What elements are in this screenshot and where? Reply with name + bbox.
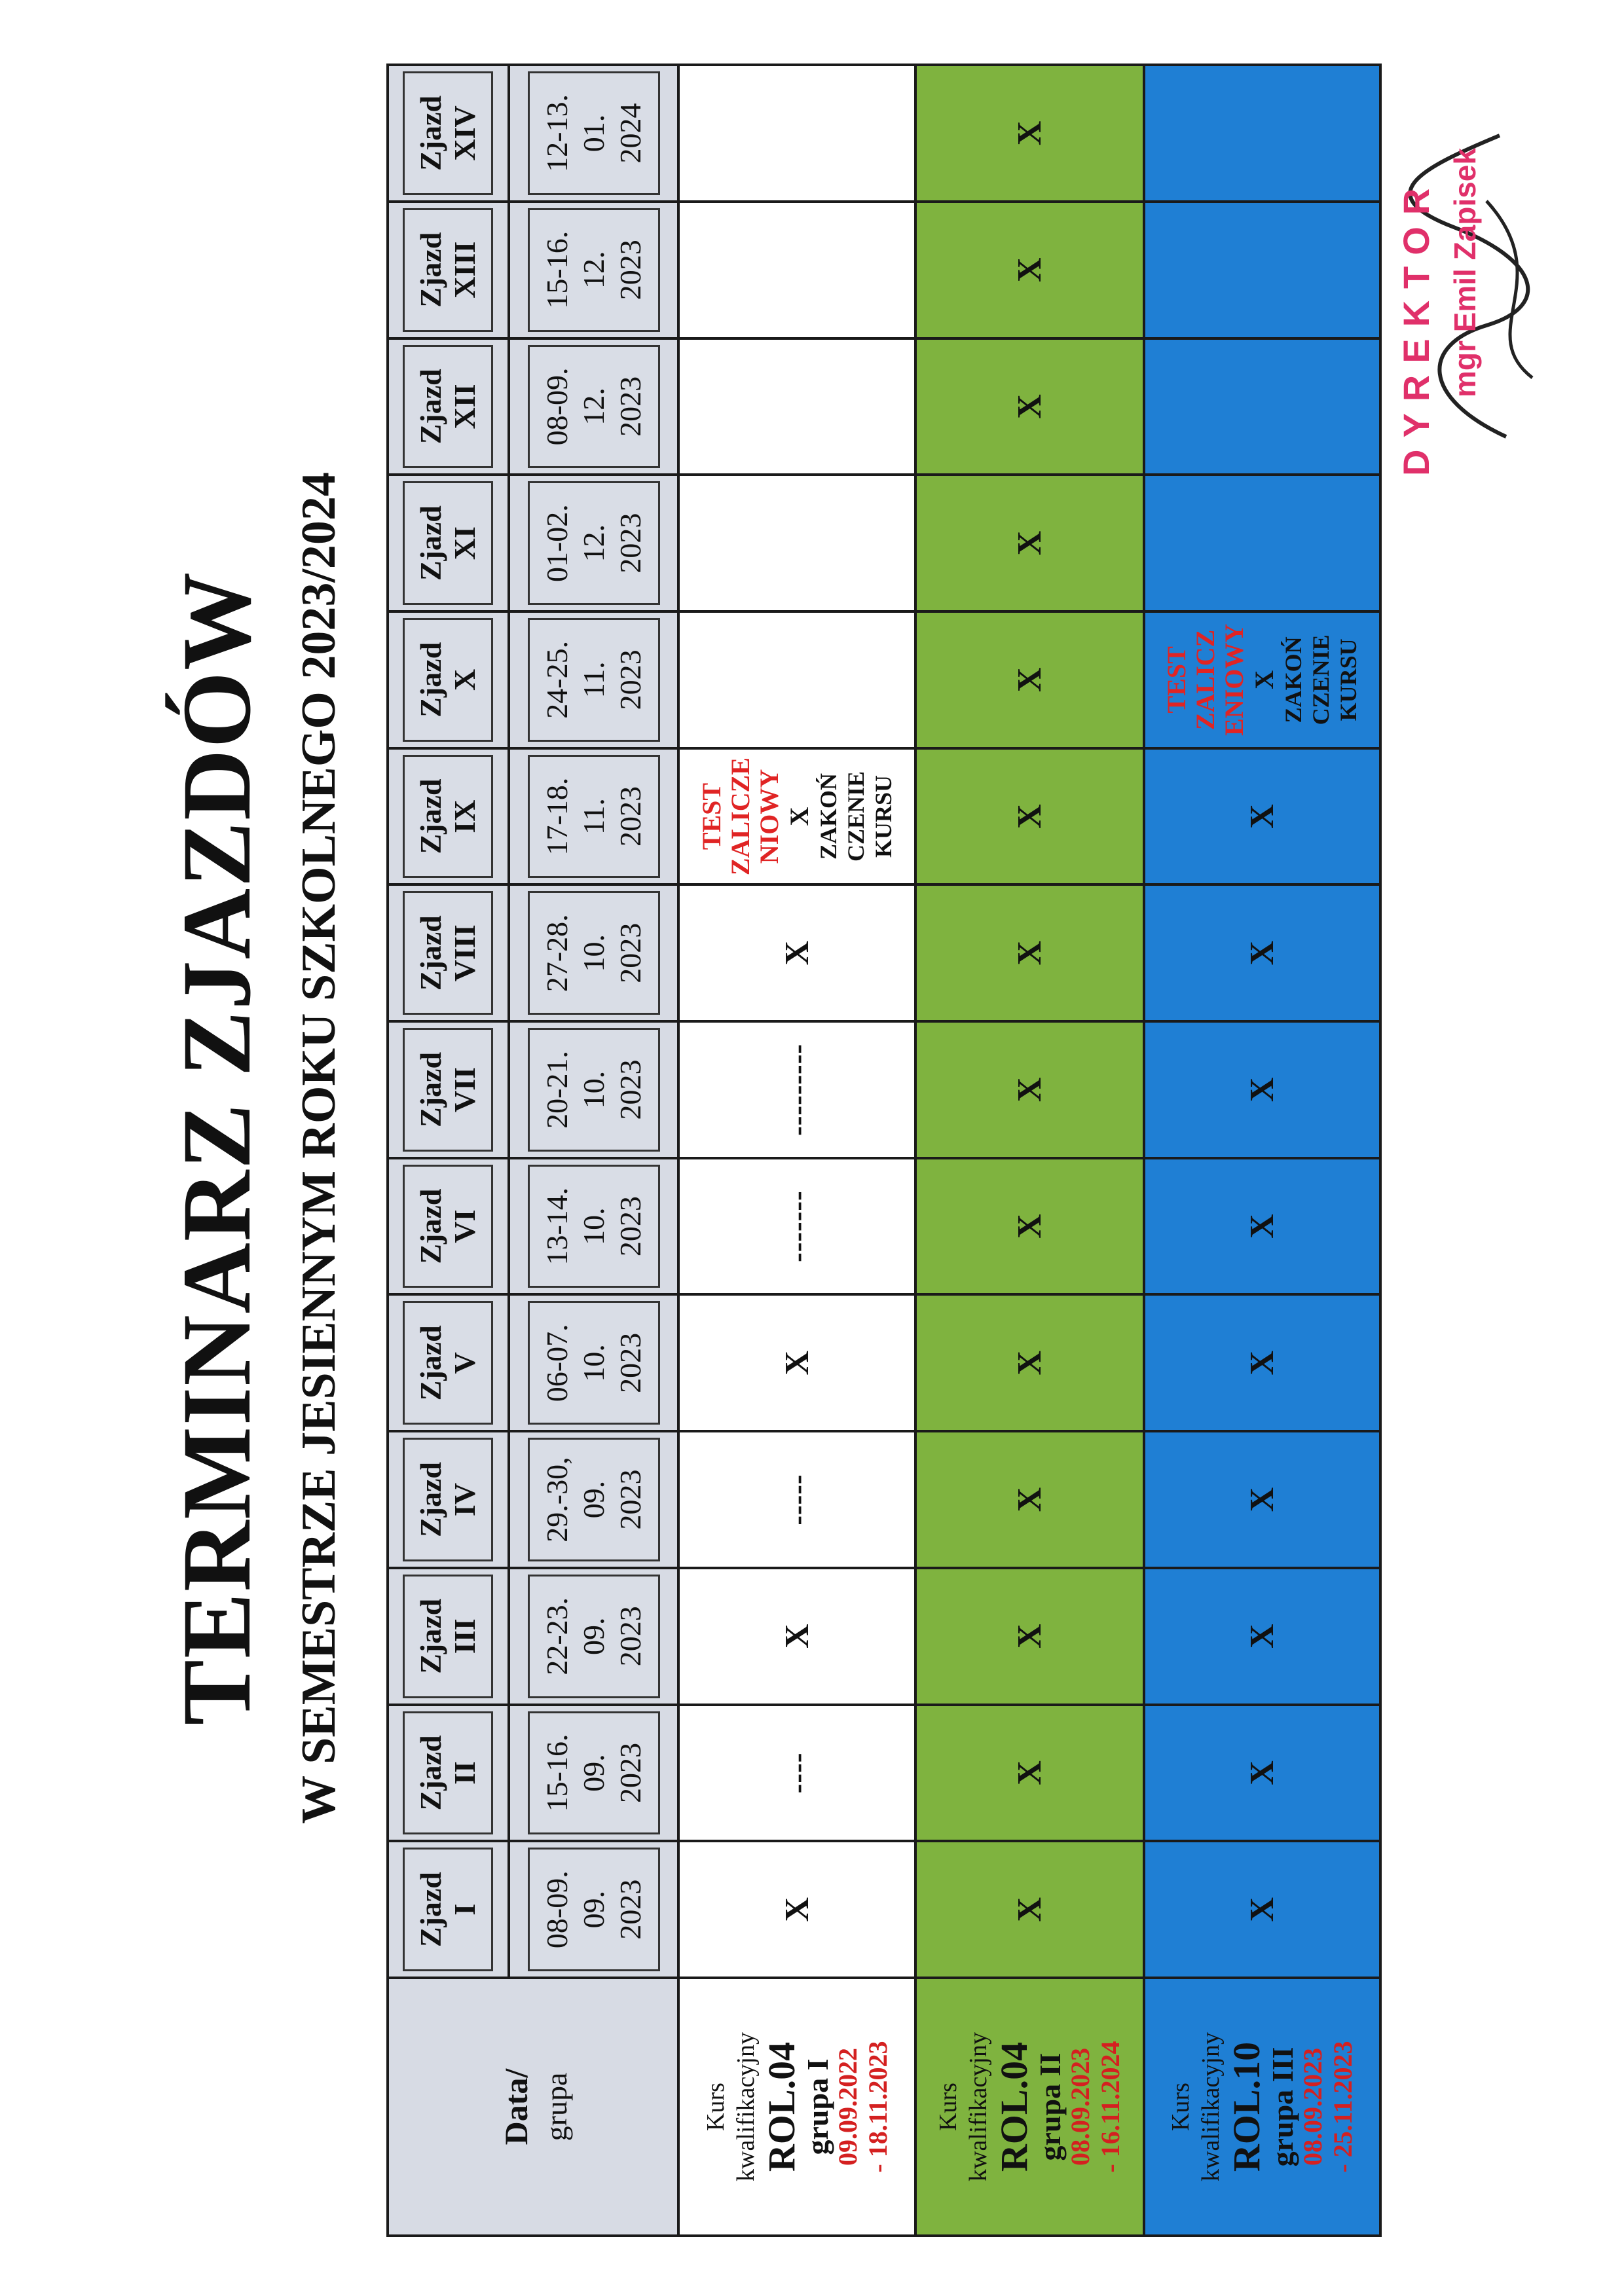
schedule-cell [1144,338,1380,475]
session-date-days: 12-13. [540,94,574,172]
group-name: grupa I [801,2058,835,2155]
session-date-days: 17-18. [540,777,574,856]
schedule-cell [1144,1158,1380,1295]
course-end-label: CZENIE [1307,634,1334,725]
test-label: ENIOWY [1219,623,1249,736]
no-session-dash: --------- [781,1044,813,1136]
session-mark: X [1010,1351,1048,1376]
session-date [509,1431,679,1568]
schedule-table [386,64,1382,2237]
course-end-label: KURSU [870,775,896,858]
session-date-year: 2023 [613,1606,647,1667]
schedule-cell [1144,1294,1380,1431]
session-date-box [528,71,660,195]
session-mark: X [1010,1624,1048,1649]
session-name: Zjazd [414,1462,448,1538]
session-mark: X [1010,1077,1048,1102]
session-date-month: 10. [576,934,610,972]
session-mark: X [1010,667,1048,693]
session-header-box [403,1028,493,1152]
session-mark: X [778,940,816,966]
schedule-cell [1144,1705,1380,1842]
session-date-box [528,755,660,879]
session-date-box [528,345,660,469]
session-name: Zjazd [414,95,448,171]
session-date [509,202,679,338]
group-date-end: - 18.11.2023 [863,2041,893,2173]
test-label: ZALICZE [725,757,755,876]
session-date-box [528,1575,660,1698]
date-row [509,65,679,2236]
session-date [509,1841,679,1978]
session-date-month: 11. [576,798,610,835]
schedule-cell [678,1568,915,1705]
session-header-box [403,1301,493,1425]
session-mark: X [1243,1897,1281,1922]
session-header [388,884,509,1021]
course-end-label: ZAKOŃ [1280,636,1306,723]
session-date-year: 2023 [613,1469,647,1530]
group-date-start: 08.09.2023 [1065,2048,1096,2166]
director-signature [1395,83,1565,476]
schedule-cell [678,748,915,885]
session-date [509,1568,679,1705]
schedule-cell [678,1705,915,1842]
course-end-label: CZENIE [842,771,869,862]
group-date-start: 08.09.2023 [1298,2048,1328,2166]
group-name: grupa III [1266,2047,1300,2167]
page-title: TERMINARZ ZJAZDÓW [162,570,271,1726]
group-date-end: - 16.11.2024 [1096,2041,1126,2173]
group-row [678,65,915,2236]
session-header [388,1431,509,1568]
group-kurs: Kurs [1167,2083,1195,2131]
schedule-cell [915,1158,1144,1295]
session-number: X [448,668,482,691]
session-date-box [528,891,660,1015]
session-number: VI [448,1209,482,1243]
schedule-cell [915,475,1144,611]
session-date-month: 09. [576,1617,610,1655]
session-date-days: 20-21. [540,1051,574,1129]
group-kw: kwalifikacyjny [965,2032,993,2181]
group-date-end: - 25.11.2023 [1328,2041,1358,2173]
session-date-month: 09. [576,1754,610,1792]
session-date-days: 22-23. [540,1597,574,1675]
session-date-box [528,481,660,605]
session-name: Zjazd [414,1735,448,1811]
group-date-start: 09.09.2022 [833,2048,863,2166]
session-date-box [528,1438,660,1561]
group-kw: kwalifikacyjny [1197,2032,1225,2181]
session-header-box [403,1575,493,1698]
session-mark: X [1010,1760,1048,1785]
schedule-cell [678,338,915,475]
schedule-cell [678,1158,915,1295]
session-mark: X [1010,1487,1048,1512]
signature-title: DYREKTOR [1395,176,1437,476]
session-number: II [448,1761,482,1785]
session-date-year: 2023 [613,376,647,437]
session-number: XIV [448,105,482,161]
course-end-label: KURSU [1335,638,1361,721]
session-date-year: 2023 [613,513,647,574]
session-mark: X [1010,394,1048,419]
session-date [509,65,679,202]
test-label: TEST [1161,646,1191,714]
session-header [388,475,509,611]
schedule-cell [678,202,915,338]
session-date [509,475,679,611]
session-mark: X [1243,1487,1281,1512]
schedule-cell [1144,475,1380,611]
session-date-month: 11. [576,661,610,699]
session-date-year: 2023 [613,922,647,983]
test-label: NIOWY [754,769,784,864]
group-code: ROL.04 [993,2041,1036,2172]
session-date-month: 09. [576,1890,610,1929]
session-date-year: 2023 [613,1196,647,1257]
session-header [388,748,509,885]
session-number: VIII [448,924,482,982]
session-date-days: 15-16. [540,1734,574,1812]
session-mark: X [778,1351,816,1376]
session-mark: X [1243,1624,1281,1649]
no-session-dash: ------- [781,1190,813,1262]
session-date-box [528,1711,660,1835]
session-date-days: 08-09. [540,367,574,446]
schedule-cell [915,65,1144,202]
schedule-cell [915,338,1144,475]
group-label [915,1978,1144,2236]
schedule-cell [1144,202,1380,338]
session-date-days: 06-07. [540,1324,574,1402]
session-mark: X [1010,1214,1048,1239]
session-date-month: 12. [576,524,610,562]
group-kw: kwalifikacyjny [732,2032,760,2181]
group-kurs: Kurs [934,2083,963,2131]
session-date-year: 2023 [613,786,647,847]
session-header [388,1568,509,1705]
schedule-cell [1144,1841,1380,1978]
no-session-dash: ---- [781,1752,813,1794]
session-number: VII [448,1066,482,1112]
session-mark: X [1010,120,1048,146]
session-mark: X [1243,1077,1281,1102]
session-header-box [403,1438,493,1561]
session-number: I [448,1903,482,1916]
schedule-cell [1144,611,1380,748]
session-date-month: 10. [576,1207,610,1245]
session-number: V [448,1352,482,1374]
session-date-month: 01. [576,114,610,153]
group-code: ROL.10 [1225,2041,1268,2172]
schedule-cell [1144,748,1380,885]
schedule-cell [915,202,1144,338]
schedule-cell [1144,1431,1380,1568]
test-mark: X [1249,670,1279,689]
group-kurs: Kurs [702,2083,730,2131]
schedule-cell [678,475,915,611]
session-number: IV [448,1482,482,1517]
session-date-month: 12. [576,388,610,426]
session-number: XIII [448,241,482,299]
session-mark: X [1243,940,1281,966]
group-row [915,65,1144,2236]
session-number: III [448,1618,482,1654]
test-label: TEST [696,782,726,850]
session-date-days: 13-14. [540,1187,574,1266]
session-header-box [403,345,493,469]
schedule-cell [915,1294,1144,1431]
session-date-days: 27-28. [540,914,574,993]
session-header [388,1158,509,1295]
schedule-cell [1144,884,1380,1021]
session-date-year: 2023 [613,240,647,301]
no-session-dash: ----- [781,1474,813,1525]
session-date-year: 2023 [613,1879,647,1940]
session-header-box [403,1711,493,1835]
session-date [509,611,679,748]
group-row [1144,65,1380,2236]
session-header [388,611,509,748]
session-name: Zjazd [414,232,448,308]
session-date-year: 2023 [613,649,647,710]
session-header-box [403,618,493,742]
schedule-cell [915,1431,1144,1568]
session-date-box [528,618,660,742]
session-name: Zjazd [414,778,448,854]
session-name: Zjazd [414,1598,448,1674]
schedule-cell [678,1021,915,1158]
group-label [678,1978,915,2236]
session-header-box [403,1165,493,1288]
session-header-box [403,71,493,195]
schedule-cell [915,611,1144,748]
schedule-cell [678,611,915,748]
schedule-cell [678,1294,915,1431]
session-header [388,65,509,202]
session-date-month: 10. [576,1344,610,1382]
schedule-cell [678,65,915,202]
session-header-box [403,208,493,332]
session-header-box [403,891,493,1015]
course-end-label: ZAKOŃ [815,773,841,860]
session-date [509,1158,679,1295]
session-name: Zjazd [414,1325,448,1401]
session-date [509,748,679,885]
session-mark: X [1010,804,1048,829]
session-date [509,1705,679,1842]
page-subtitle: W SEMESTRZE JESIENNYM ROKU SZKOLNEGO 2023/2024 [292,472,346,1824]
session-number: IX [448,799,482,833]
session-name: Zjazd [414,1188,448,1264]
session-mark: X [778,1624,816,1649]
session-date-days: 15-16. [540,230,574,309]
session-mark: X [1243,1214,1281,1239]
session-date-year: 2023 [613,1059,647,1120]
session-date [509,884,679,1021]
schedule-cell [1144,1021,1380,1158]
session-date [509,1021,679,1158]
session-header [388,1705,509,1842]
session-date-days: 08-09. [540,1870,574,1949]
signature-name: mgr Emil Zapisek [1448,148,1482,397]
session-date-box [528,1028,660,1152]
schedule-cell [1144,1568,1380,1705]
session-header-box [403,481,493,605]
session-date-year: 2024 [613,103,647,164]
corner-label: Data/ [497,2068,534,2145]
session-name: Zjazd [414,1872,448,1948]
session-date [509,338,679,475]
session-date [509,1294,679,1431]
session-date-box [528,1301,660,1425]
schedule-cell [678,884,915,1021]
session-date-year: 2023 [613,1332,647,1393]
session-header [388,202,509,338]
corner-sub: grupa [539,2072,573,2141]
session-date-days: 24-25. [540,640,574,719]
schedule-cell [915,1841,1144,1978]
session-header-box [403,1848,493,1971]
session-name: Zjazd [414,369,448,445]
session-number: XI [448,526,482,560]
session-date-box [528,1165,660,1288]
session-mark: X [1243,804,1281,829]
schedule-cell [915,1568,1144,1705]
session-date-month: 09. [576,1480,610,1519]
session-header [388,1021,509,1158]
schedule-cell [678,1841,915,1978]
session-date-days: 29.-30, [540,1457,574,1542]
session-date-month: 12. [576,251,610,289]
group-name: grupa II [1033,2052,1067,2161]
group-label [1144,1978,1380,2236]
schedule-cell [915,884,1144,1021]
group-code: ROL.04 [760,2041,803,2172]
session-date-month: 10. [576,1070,610,1109]
test-label: ZALICZ [1190,629,1220,731]
session-date-box [528,208,660,332]
session-mark: X [1010,257,1048,282]
session-header [388,338,509,475]
schedule-cell [915,1021,1144,1158]
corner-cell [388,1978,678,2236]
session-name: Zjazd [414,642,448,718]
session-date-days: 01-02. [540,504,574,583]
session-mark: X [1010,940,1048,966]
session-mark: X [1010,530,1048,556]
header-row [388,65,509,2236]
session-header-box [403,755,493,879]
session-mark: X [778,1897,816,1922]
session-mark: X [1243,1760,1281,1785]
session-mark: X [1243,1351,1281,1376]
schedule-cell [915,748,1144,885]
session-header [388,1294,509,1431]
session-mark: X [1010,1897,1048,1922]
schedule-cell [678,1431,915,1568]
test-mark: X [784,807,814,826]
session-header [388,1841,509,1978]
schedule-cell [1144,65,1380,202]
session-name: Zjazd [414,505,448,581]
session-date-year: 2023 [613,1742,647,1803]
session-name: Zjazd [414,1051,448,1127]
schedule-cell [915,1705,1144,1842]
session-number: XII [448,384,482,429]
session-date-box [528,1848,660,1971]
session-name: Zjazd [414,915,448,991]
